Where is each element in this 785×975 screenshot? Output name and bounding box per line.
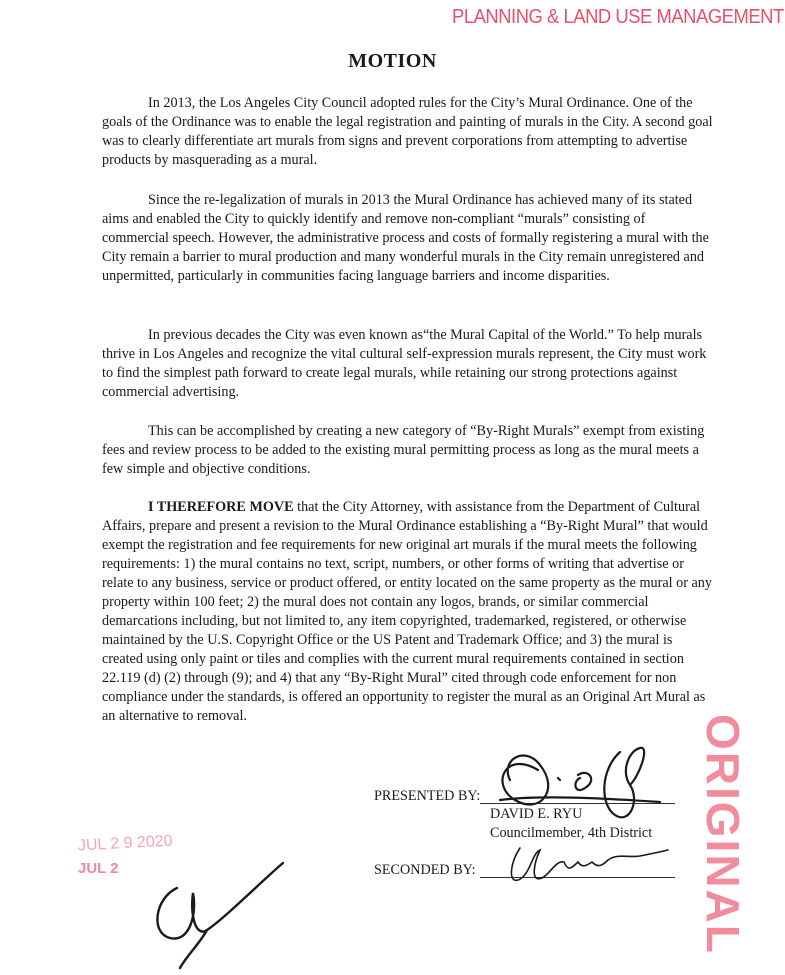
date-stamp-1: JUL 2 9 2020	[77, 832, 173, 855]
seconded-by-label: SECONDED BY:	[374, 862, 476, 878]
presenter-title: Councilmember, 4th District	[490, 825, 653, 841]
presented-by-label: PRESENTED BY:	[374, 788, 481, 804]
paragraph-relegalization: Since the re-legalization of murals in 2013 the Mural Ordinance has achieved many of its stated aims and enabled the City to quickly identify and remove non-compliant “murals” consisting of commercial speech. However, the administrative process and costs of formally registering a mural with the City remain a barrier to mural production and many wonderful murals in the City remain unregistered and unpermitted, particularly in communities facing language barriers and income disparities.	[102, 192, 709, 284]
motion-body: that the City Attorney, with assistance from the Department of Cultural Affairs, prepare and present a revision to the Mural Ordinance establishing a “By-Right Mural” that would exempt the registration and fee requirements for new original art murals if the mural meets the following requirements: 1) the mural contains no text, script, numbers, or other forms of writing that advertise or relate to any business, service or product offered, or entity located on the same property as the mural or any property within 100 feet; 2) the mural does not contain any logos, brands, or similar commercial demarcations including, but not limited to, any item copyrighted, trademarked, registered, or otherwise maintained by the U.S. Copyright Office or the US Patent and Trademark Office; and 3) the mural is created using only paint or tiles and complies with the current mural requirements contained in section 22.119 (d) (2) through (9); and 4) that any “By-Right Mural” cited through code enforcement for non compliance under the standards, is offered an opportunity to register the mural as an Original Art Mural as an alternative to removal.	[102, 499, 712, 724]
paragraph-by-right-category: This can be accomplished by creating a new category of “By-Right Murals” exempt from existing fees and review process to be added to the existing mural permitting process as long as the mural meets a few simple and objective conditions.	[102, 423, 705, 477]
clerk-signature	[135, 858, 305, 968]
presenter-name: DAVID E. RYU	[490, 806, 583, 822]
seconder-signature	[490, 838, 670, 888]
planning-stamp: PLANNING & LAND USE MANAGEMENT	[452, 6, 784, 28]
date-stamp-2: JUL 2	[78, 860, 119, 877]
presenter-signature	[480, 740, 680, 830]
document-title: MOTION	[348, 50, 437, 72]
motion-lead: I THEREFORE MOVE	[148, 499, 294, 515]
paragraph-mural-capital: In previous decades the City was even known as“the Mural Capital of the World.” To help murals thrive in Los Angeles and recognize the vital cultural self-expression murals represent, the City must work to find the simplest path forward to create legal murals, while retaining our strong protections against commercial advertising.	[102, 327, 707, 400]
original-stamp: ORIGINAL	[697, 714, 749, 955]
paragraph-intro: In 2013, the Los Angeles City Council adopted rules for the City’s Mural Ordinance. One of the goals of the Ordinance was to enable the legal registration and painting of murals in the City. A second goal was to clearly differentiate art murals from signs and prevent corporations from attempting to advertise products by masquerading as a mural.	[102, 95, 713, 168]
paragraph-motion	[102, 498, 714, 726]
